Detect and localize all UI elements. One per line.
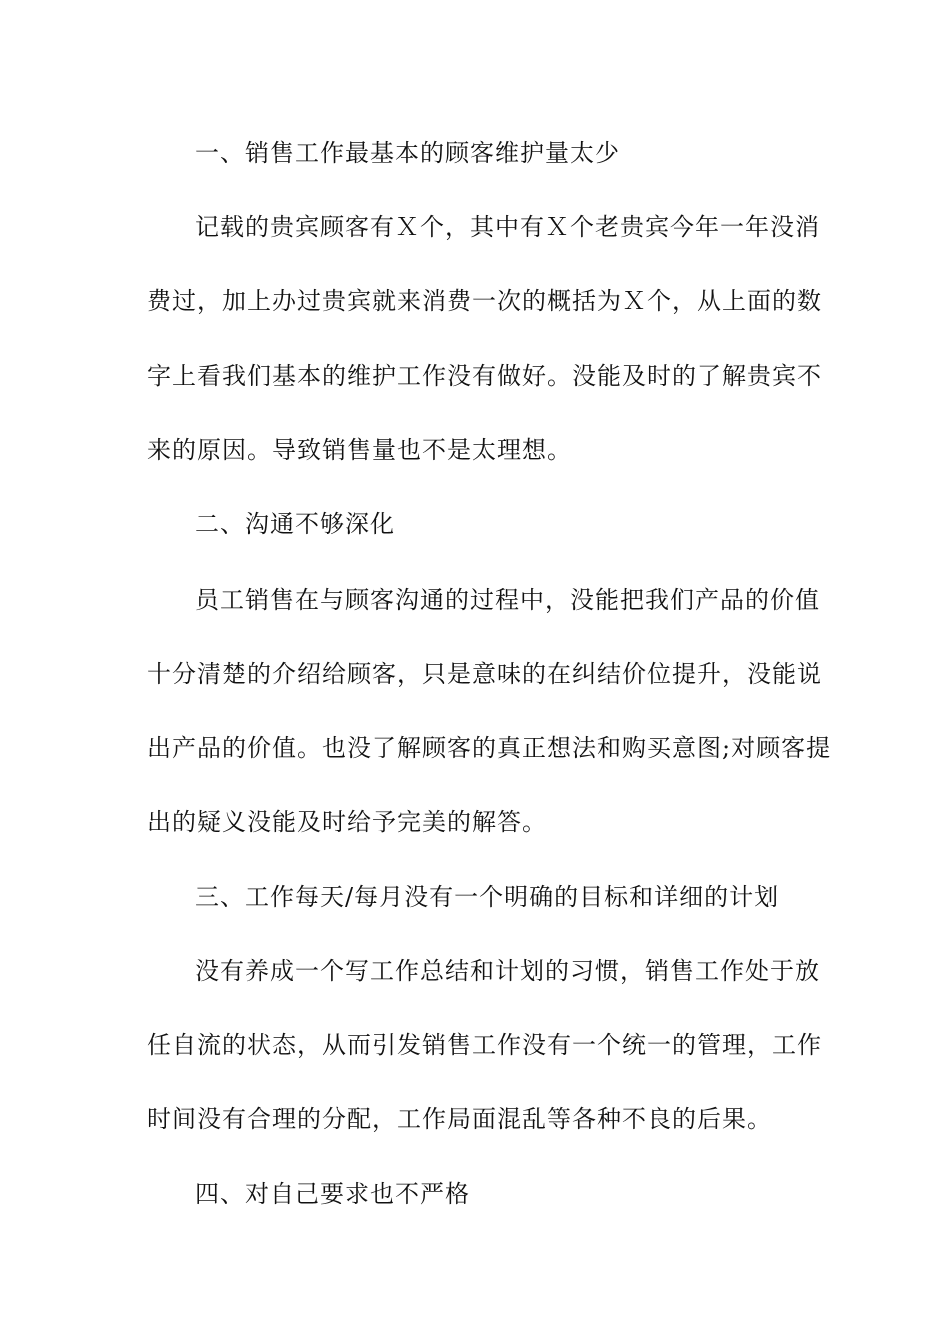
section-heading-4: 四、对自己要求也不严格 <box>195 1180 470 1208</box>
section-heading-2: 二、沟通不够深化 <box>195 510 395 538</box>
paragraph-line: 出产品的价值。也没了解顾客的真正想法和购买意图;对顾客提 <box>147 734 832 762</box>
paragraph-line: 时间没有合理的分配，工作局面混乱等各种不良的后果。 <box>147 1105 772 1133</box>
paragraph-line: 费过，加上办过贵宾就来消费一次的概括为Ｘ个，从上面的数 <box>147 287 822 315</box>
paragraph-line: 十分清楚的介绍给顾客，只是意味的在纠结价位提升，没能说 <box>147 660 822 688</box>
paragraph-line: 记载的贵宾顾客有Ｘ个，其中有Ｘ个老贵宾今年一年没消 <box>195 213 820 241</box>
section-heading-3: 三、工作每天/每月没有一个明确的目标和详细的计划 <box>195 883 780 911</box>
paragraph-line: 任自流的状态，从而引发销售工作没有一个统一的管理，工作 <box>147 1031 822 1059</box>
paragraph-line: 员工销售在与顾客沟通的过程中，没能把我们产品的价值 <box>195 586 820 614</box>
paragraph-line: 来的原因。导致销售量也不是太理想。 <box>147 436 572 464</box>
paragraph-line: 没有养成一个写工作总结和计划的习惯，销售工作处于放 <box>195 957 820 985</box>
section-heading-1: 一、销售工作最基本的顾客维护量太少 <box>195 139 620 167</box>
paragraph-line: 字上看我们基本的维护工作没有做好。没能及时的了解贵宾不 <box>147 362 822 390</box>
paragraph-line: 出的疑义没能及时给予完美的解答。 <box>147 808 547 836</box>
